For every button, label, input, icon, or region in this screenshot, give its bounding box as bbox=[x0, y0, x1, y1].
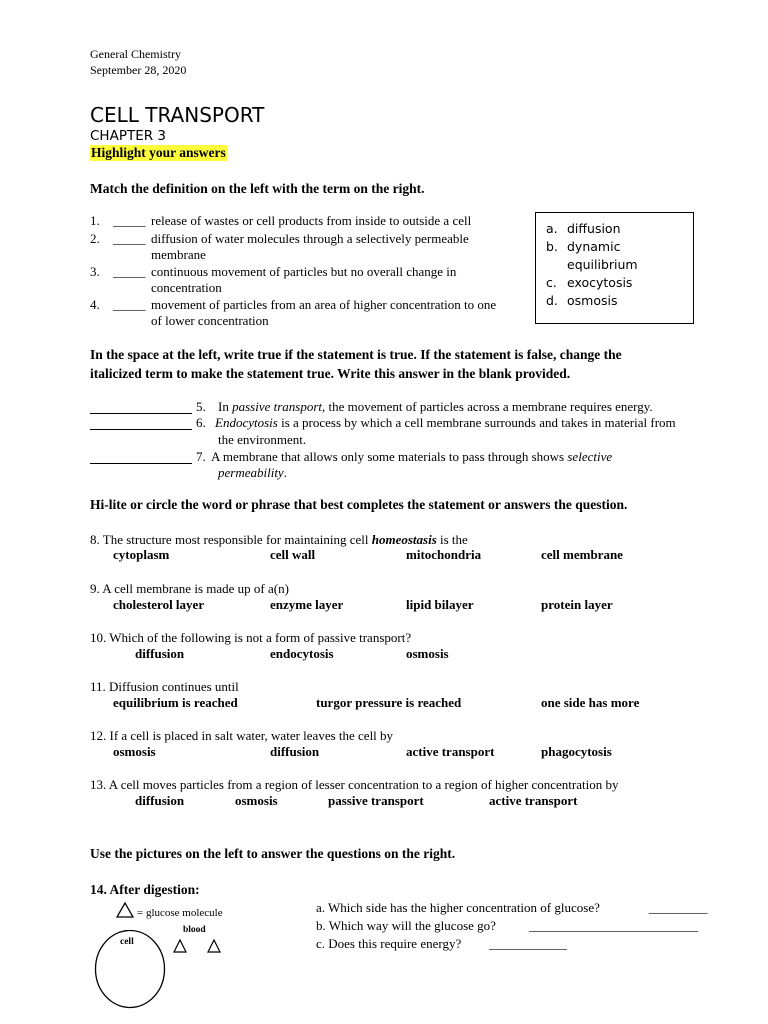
term-letter: d. bbox=[546, 293, 558, 308]
glucose-legend: = glucose molecule bbox=[137, 907, 223, 919]
choice-option[interactable]: active transport bbox=[406, 744, 495, 759]
answer-blank[interactable]: _____ bbox=[113, 231, 146, 246]
definition-text: membrane bbox=[151, 247, 206, 262]
choice-option[interactable]: equilibrium is reached bbox=[113, 695, 238, 710]
choice-option[interactable]: one side has more bbox=[541, 695, 640, 710]
answer-blank[interactable] bbox=[90, 449, 192, 464]
choice-option[interactable]: diffusion bbox=[135, 646, 185, 661]
question-number: 5. bbox=[196, 399, 206, 414]
term-text: osmosis bbox=[567, 293, 618, 308]
term-letter: a. bbox=[546, 221, 558, 236]
tf-instructions-line1: In the space at the left, write true if the statement is true. If the statement is false, change the bbox=[90, 347, 622, 362]
choice-option[interactable]: protein layer bbox=[541, 597, 613, 612]
choice-option[interactable]: lipid bilayer bbox=[406, 597, 474, 612]
choice-option[interactable]: turgor pressure is reached bbox=[316, 695, 462, 710]
tf-instructions-line2: italicized term to make the statement true. Write this answer in the blank provided. bbox=[90, 366, 571, 381]
choice-option[interactable]: cell wall bbox=[270, 547, 316, 562]
triangle-icon bbox=[116, 902, 134, 918]
choice-option[interactable]: endocytosis bbox=[270, 646, 334, 661]
choice-option[interactable]: active transport bbox=[489, 793, 578, 808]
chapter-label: CHAPTER 3 bbox=[90, 128, 166, 144]
question-text: Endocytosis is a process by which a cell membrane surrounds and takes in material from bbox=[215, 415, 676, 430]
choice-option[interactable]: passive transport bbox=[328, 793, 424, 808]
definition-text: continuous movement of particles but no overall change in bbox=[151, 264, 457, 279]
term-text: diffusion bbox=[567, 221, 621, 236]
page-title: CELL TRANSPORT bbox=[90, 103, 265, 127]
question-stem: 8. The structure most responsible for maintaining cell homeostasis is the bbox=[90, 532, 468, 547]
question-stem: 12. If a cell is placed in salt water, water leaves the cell by bbox=[90, 728, 394, 743]
choice-option[interactable]: diffusion bbox=[270, 744, 320, 759]
term-box bbox=[535, 212, 694, 324]
pictures-instructions: Use the pictures on the left to answer the questions on the right. bbox=[90, 846, 456, 861]
answer-blank[interactable]: _____ bbox=[113, 297, 146, 312]
answer-blank[interactable]: __________________________ bbox=[529, 918, 698, 933]
definition-text: diffusion of water molecules through a selectively permeable bbox=[151, 231, 469, 246]
question-text: the environment. bbox=[218, 432, 307, 447]
answer-blank[interactable]: ____________ bbox=[489, 936, 567, 951]
definition-text: of lower concentration bbox=[151, 313, 269, 328]
answer-blank[interactable] bbox=[90, 399, 192, 414]
choice-option[interactable]: diffusion bbox=[135, 793, 185, 808]
question-text: a. Which side has the higher concentration of glucose? bbox=[316, 900, 600, 915]
question-text: c. Does this require energy? bbox=[316, 936, 462, 951]
answer-blank[interactable]: _____ bbox=[113, 264, 146, 279]
triangle-icon bbox=[207, 939, 221, 953]
answer-blank[interactable]: _____ bbox=[113, 213, 146, 228]
definition-text: release of wastes or cell products from inside to outside a cell bbox=[151, 213, 472, 228]
choice-option[interactable]: osmosis bbox=[113, 744, 156, 759]
highlight-note: Highlight your answers bbox=[91, 145, 226, 160]
item-number: 2. bbox=[90, 231, 100, 246]
term-text: equilibrium bbox=[567, 257, 638, 272]
term-letter: c. bbox=[546, 275, 557, 290]
question-text: b. Which way will the glucose go? bbox=[316, 918, 496, 933]
question-14-title: 14. After digestion: bbox=[90, 882, 200, 897]
answer-blank[interactable] bbox=[90, 415, 192, 430]
term-text: exocytosis bbox=[567, 275, 633, 290]
answer-blank[interactable]: _________ bbox=[649, 900, 708, 915]
question-number: 7. bbox=[196, 449, 206, 464]
document-date: September 28, 2020 bbox=[90, 63, 187, 77]
item-number: 1. bbox=[90, 213, 100, 228]
choice-option[interactable]: phagocytosis bbox=[541, 744, 612, 759]
question-text: permeability. bbox=[218, 465, 287, 480]
question-stem: 13. A cell moves particles from a region of lesser concentration to a region of higher concentration by bbox=[90, 777, 619, 792]
question-stem: 11. Diffusion continues until bbox=[90, 679, 239, 694]
question-stem: 10. Which of the following is not a form of passive transport? bbox=[90, 630, 412, 645]
choice-option[interactable]: osmosis bbox=[235, 793, 278, 808]
question-text: A membrane that allows only some materials to pass through shows selective bbox=[211, 449, 613, 464]
question-number: 6. bbox=[196, 415, 206, 430]
matching-instructions: Match the definition on the left with the term on the right. bbox=[90, 181, 425, 196]
course-name: General Chemistry bbox=[90, 47, 181, 61]
mc-instructions: Hi-lite or circle the word or phrase that best completes the statement or answers the question. bbox=[90, 497, 628, 512]
triangle-icon bbox=[173, 939, 187, 953]
blood-label: blood bbox=[183, 925, 206, 935]
question-text: In passive transport, the movement of particles across a membrane requires energy. bbox=[218, 399, 653, 414]
term-letter: b. bbox=[546, 239, 558, 254]
definition-text: movement of particles from an area of higher concentration to one bbox=[151, 297, 497, 312]
definition-text: concentration bbox=[151, 280, 222, 295]
choice-option[interactable]: cholesterol layer bbox=[113, 597, 205, 612]
item-number: 4. bbox=[90, 297, 100, 312]
choice-option[interactable]: osmosis bbox=[406, 646, 449, 661]
question-stem: 9. A cell membrane is made up of a(n) bbox=[90, 581, 289, 596]
cell-label: cell bbox=[120, 937, 134, 947]
choice-option[interactable]: mitochondria bbox=[406, 547, 482, 562]
item-number: 3. bbox=[90, 264, 100, 279]
choice-option[interactable]: enzyme layer bbox=[270, 597, 344, 612]
term-text: dynamic bbox=[567, 239, 621, 254]
choice-option[interactable]: cytoplasm bbox=[113, 547, 170, 562]
choice-option[interactable]: cell membrane bbox=[541, 547, 623, 562]
